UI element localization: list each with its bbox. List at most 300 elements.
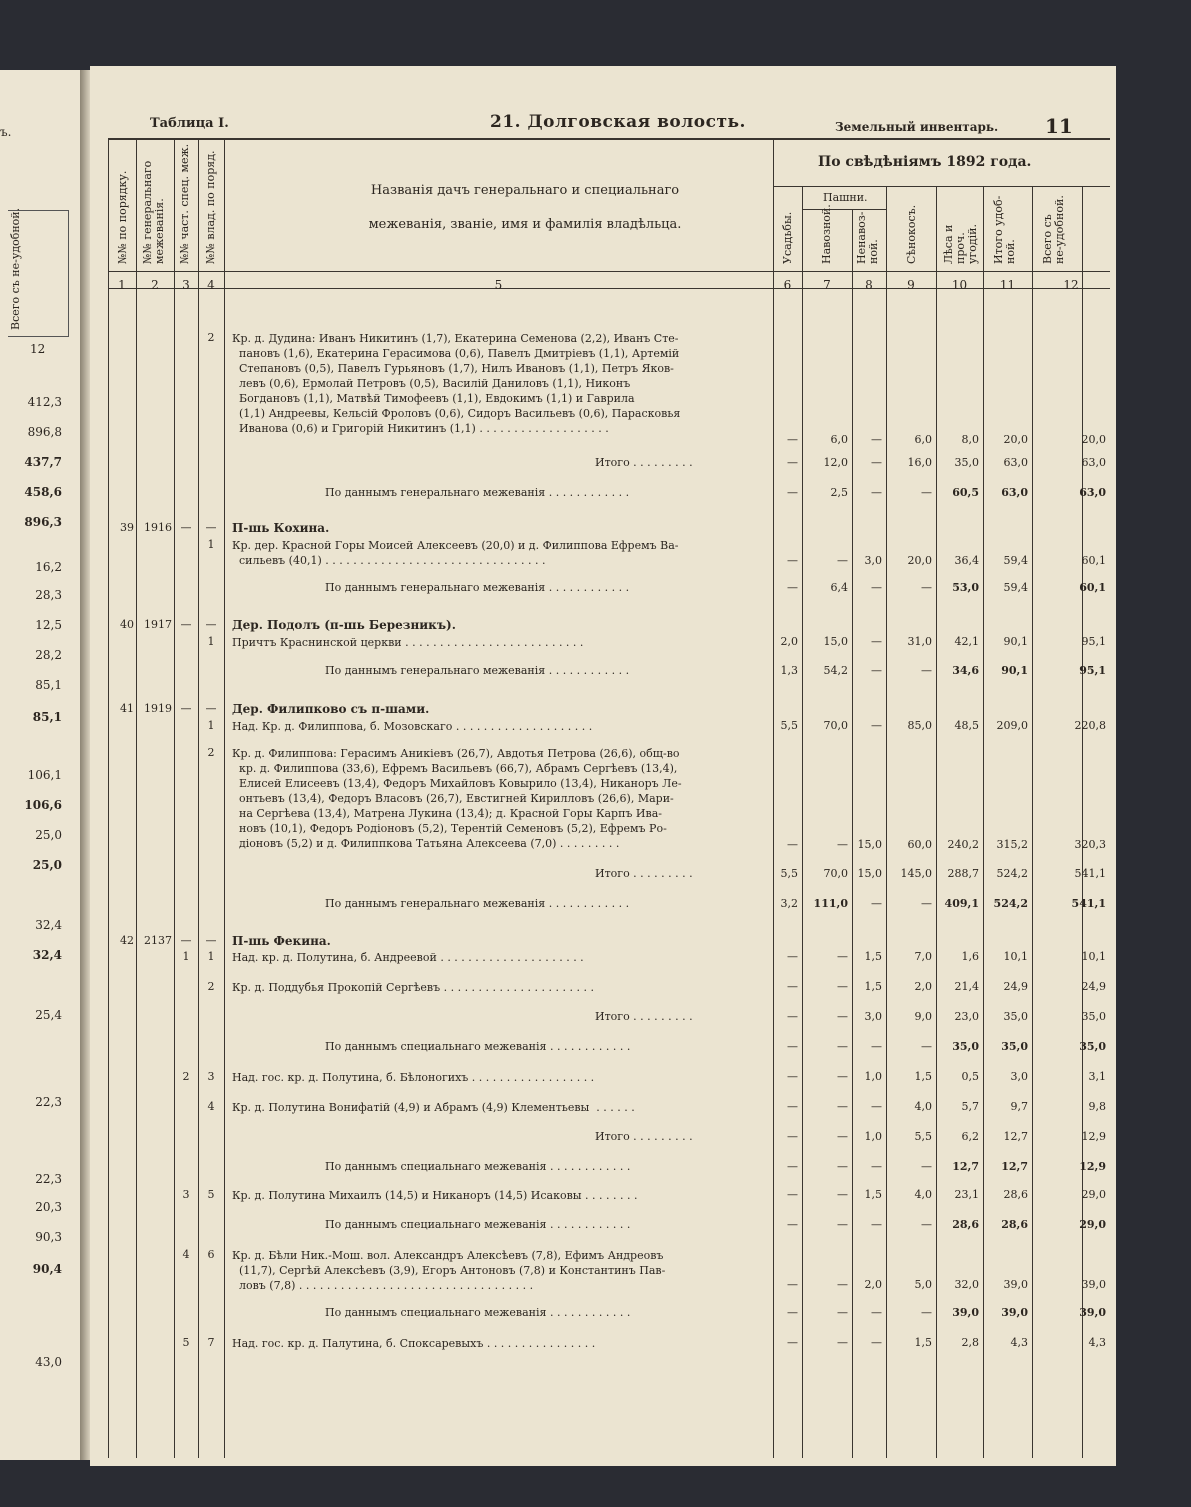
- value-col-6: 5,5: [780, 867, 798, 880]
- value-col-6: 5,5: [780, 719, 798, 732]
- value-col-7: —: [837, 838, 848, 851]
- left-page-value: 32,4: [35, 918, 62, 932]
- subtotal-label: Итого . . . . . . . . .: [595, 456, 693, 469]
- value-col-10: 8,0: [961, 433, 979, 446]
- value-col-9: —: [921, 1160, 932, 1173]
- value-col-10: 23,0: [954, 1010, 979, 1023]
- value-col-7: —: [837, 1160, 848, 1173]
- value-col-12: 60,1: [1081, 554, 1106, 567]
- value-col-12: 39,0: [1079, 1306, 1106, 1319]
- owner-number: —: [205, 702, 217, 715]
- row-number: 41: [120, 702, 134, 715]
- col-header-1: №№ по порядку.: [116, 170, 129, 264]
- value-col-10: 5,7: [961, 1100, 979, 1113]
- general-survey-number: 1917: [144, 618, 172, 631]
- subtotal-label: По даннымъ генеральнаго межеванія . . . . . . . . . . . .: [325, 486, 630, 499]
- col-header-6: Усадьбы.: [781, 211, 794, 264]
- value-col-11: 63,0: [1003, 456, 1028, 469]
- left-page-value: 896,3: [24, 515, 62, 529]
- value-col-8: —: [871, 433, 882, 446]
- value-col-9: 6,0: [914, 433, 932, 446]
- subtotal-label: Итого . . . . . . . . .: [595, 867, 693, 880]
- value-col-7: —: [837, 980, 848, 993]
- value-col-9: —: [921, 1218, 932, 1231]
- value-col-7: —: [837, 1306, 848, 1319]
- value-col-8: —: [871, 581, 882, 594]
- general-survey-number: 1919: [144, 702, 172, 715]
- value-col-8: 1,5: [864, 980, 882, 993]
- value-col-8: 2,0: [864, 1278, 882, 1291]
- left-page-value: 25,0: [35, 828, 62, 842]
- value-col-12: 12,9: [1081, 1130, 1106, 1143]
- value-col-6: —: [787, 1278, 798, 1291]
- general-survey-number: 1916: [144, 521, 172, 534]
- value-col-7: —: [837, 950, 848, 963]
- value-col-11: 12,7: [1001, 1160, 1028, 1173]
- value-col-12: 541,1: [1071, 897, 1106, 910]
- column-number: 1: [118, 278, 126, 292]
- value-col-9: 4,0: [914, 1100, 932, 1113]
- value-col-11: 209,0: [996, 719, 1028, 732]
- special-survey-number: —: [180, 521, 192, 534]
- value-col-11: 4,3: [1010, 1336, 1028, 1349]
- value-col-8: 1,0: [864, 1130, 882, 1143]
- value-col-7: 12,0: [823, 456, 848, 469]
- value-col-12: 3,1: [1088, 1070, 1106, 1083]
- value-col-8: —: [871, 486, 882, 499]
- column-number: 10: [951, 278, 968, 292]
- value-col-12: 220,8: [1074, 719, 1106, 732]
- value-col-12: 29,0: [1079, 1218, 1106, 1231]
- left-page-value: 28,3: [35, 588, 62, 602]
- value-col-10: 6,2: [961, 1130, 979, 1143]
- subtotal-label: По даннымъ специальнаго межеванія . . . . . . . . . . . .: [325, 1040, 631, 1053]
- owner-number: 1: [207, 719, 215, 732]
- left-page-fragment: [0, 70, 82, 1460]
- section-title: Земельный инвентарь.: [835, 120, 999, 134]
- value-col-7: —: [837, 1130, 848, 1143]
- special-survey-number: 4: [182, 1248, 190, 1261]
- value-col-7: —: [837, 1010, 848, 1023]
- value-col-7: —: [837, 554, 848, 567]
- owner-description: Кр. д. Полутина Вонифатій (4,9) и Абрамъ (4,9) Клементьевы . . . . . .: [232, 1101, 635, 1114]
- ledger-page: [90, 66, 1116, 1466]
- col-header-7: Навозной.: [820, 204, 833, 264]
- value-col-8: 1,0: [864, 1070, 882, 1083]
- value-col-10: 21,4: [954, 980, 979, 993]
- special-survey-number: 3: [182, 1188, 190, 1201]
- col-line: [1032, 186, 1033, 1458]
- value-col-12: 63,0: [1081, 456, 1106, 469]
- value-col-8: —: [871, 456, 882, 469]
- value-col-8: —: [871, 1160, 882, 1173]
- value-col-11: 3,0: [1010, 1070, 1028, 1083]
- owner-description: Кр. д. Филиппова: Герасимъ Аникіевъ (26,7), Авдотья Петрова (26,6), общ-во кр. д. Филиппова (33,6), Ефремъ Васильевъ (66,7), Абрамъ Сергѣевъ (13,4), Елисей Елисеевъ (13,4), Федоръ Михайловъ Ковырило (13,4), Никаноръ Ле- онтьевъ (13,4), Федоръ Власовъ (26,7), Евстигней Кирилловъ (26,6), Мари- на Сергѣева (13,4), Матрена Лукина (13,4); д. Красной Горы Карпъ Ива- новъ (10,1), Федоръ Родіоновъ (5,2), Терентій Семеновъ (5,2), Ефремъ Ро- діоновъ (5,2) и д. Филиппкова Татьяна Алексеева (7,0) . . . . . . . . .: [232, 747, 682, 850]
- value-col-9: 60,0: [907, 838, 932, 851]
- value-col-12: 39,0: [1081, 1278, 1106, 1291]
- subtotal-label: По даннымъ генеральнаго межеванія . . . . . . . . . . . .: [325, 897, 630, 910]
- value-col-6: —: [787, 838, 798, 851]
- value-col-7: —: [837, 1188, 848, 1201]
- value-col-11: 39,0: [1003, 1278, 1028, 1291]
- column-number: 3: [182, 278, 190, 292]
- value-col-7: 6,4: [830, 581, 848, 594]
- value-col-6: —: [787, 1218, 798, 1231]
- col-line: [852, 209, 853, 1458]
- value-col-7: 54,2: [823, 664, 848, 677]
- value-col-8: —: [871, 1100, 882, 1113]
- owner-number: 5: [207, 1188, 215, 1201]
- left-page-value: 32,4: [32, 948, 62, 962]
- value-col-10: 35,0: [954, 456, 979, 469]
- col-header-11: Итого удоб-ной.: [992, 195, 1017, 264]
- subtotal-label: По даннымъ генеральнаго межеванія . . . . . . . . . . . .: [325, 664, 630, 677]
- owner-number: 1: [207, 538, 215, 551]
- value-col-6: —: [787, 554, 798, 567]
- value-col-6: —: [787, 581, 798, 594]
- col-header-4: №№ влад. по поряд.: [204, 150, 217, 264]
- page-number: 11: [1045, 114, 1073, 138]
- value-col-6: —: [787, 1160, 798, 1173]
- value-col-10: 60,5: [952, 486, 979, 499]
- value-col-12: 63,0: [1079, 486, 1106, 499]
- value-col-11: 28,6: [1001, 1218, 1028, 1231]
- subtotal-label: По даннымъ специальнаго межеванія . . . . . . . . . . . .: [325, 1306, 631, 1319]
- value-col-9: —: [921, 486, 932, 499]
- column-number: 4: [207, 278, 215, 292]
- owner-number: 3: [207, 1070, 215, 1083]
- value-col-11: 35,0: [1003, 1010, 1028, 1023]
- value-col-6: —: [787, 1188, 798, 1201]
- value-col-8: 1,5: [864, 950, 882, 963]
- value-col-9: 31,0: [907, 635, 932, 648]
- group-rule: [773, 186, 1110, 187]
- value-col-11: 524,2: [993, 897, 1028, 910]
- value-col-10: 240,2: [947, 838, 979, 851]
- owner-description: Кр. дер. Красной Горы Моисей Алексеевъ (20,0) и д. Филиппова Ефремъ Ва- сильевъ (40,1) . . . . . . . . . . . . . . . . . . . . . . . . . . . . . . . .: [232, 539, 679, 567]
- settlement-heading: Дер. Подолъ (п-шь Березникъ).: [232, 618, 456, 632]
- owner-description: Кр. д. Дудина: Иванъ Никитинъ (1,7), Екатерина Семенова (2,2), Иванъ Сте- пановъ (1,6), Екатерина Герасимова (0,6), Павелъ Дмитріевъ (1,1), Артемій Степановъ (0,5), Павелъ Гурьяновъ (1,7), Нилъ Ивановъ (1,1), Петръ Яков- левъ (0,6), Ермолай Петровъ (0,5), Василій Даниловъ (1,1), Никонъ Богдановъ (1,1), Матвѣй Тимофеевъ (1,1), Евдокимъ (1,1) и Гаврила (1,1) Андреевы, Кельсій Фроловъ (0,6), Сидоръ Васильевъ (0,6), Параскoвья Иванова (0,6) и Григорій Никитинъ (1,1) . . . . . . . . . . . . . . . . . . .: [232, 332, 681, 435]
- column-number: 8: [865, 278, 873, 292]
- owner-number: —: [205, 934, 217, 947]
- left-page-value: 85,1: [35, 678, 62, 692]
- value-col-8: —: [871, 664, 882, 677]
- col-header-3: №№ част. спец. меж.: [178, 143, 191, 264]
- value-col-11: 90,1: [1001, 664, 1028, 677]
- settlement-heading: П-шь Фекина.: [232, 934, 331, 948]
- pashni-header: Пашни.: [823, 191, 868, 204]
- book-gutter: [80, 70, 90, 1460]
- left-page-column-label: Всего съ не-удобной.: [9, 207, 22, 330]
- value-col-9: —: [921, 581, 932, 594]
- left-page-value: 28,2: [35, 648, 62, 662]
- left-page-value: 25,4: [35, 1008, 62, 1022]
- value-col-6: —: [787, 1130, 798, 1143]
- value-col-6: —: [787, 980, 798, 993]
- names-header-line2: межеванія, званіе, имя и фамилія владѣльца.: [368, 217, 682, 232]
- value-col-10: 35,0: [952, 1040, 979, 1053]
- value-col-12: 9,8: [1088, 1100, 1106, 1113]
- left-page-value: 458,6: [24, 485, 62, 499]
- left-page-value: 106,6: [24, 798, 62, 812]
- column-number: 6: [783, 278, 792, 292]
- owner-description: Кр. д. Поддубья Прокопій Сергѣевъ . . . . . . . . . . . . . . . . . . . . . .: [232, 981, 594, 994]
- owner-description: Над. гос. кр. д. Палутина, б. Споксаревыхъ . . . . . . . . . . . . . . . .: [232, 1337, 596, 1350]
- value-col-12: 35,0: [1081, 1010, 1106, 1023]
- value-col-6: —: [787, 950, 798, 963]
- value-col-9: —: [921, 897, 932, 910]
- owner-description: Кр. д. Полутина Михаилъ (14,5) и Никаноръ (14,5) Исаковы . . . . . . . .: [232, 1189, 638, 1202]
- value-col-10: 0,5: [961, 1070, 979, 1083]
- left-page-column-number: 12: [30, 342, 46, 356]
- col-header-12: Всего съ не-удобной.: [1041, 195, 1066, 264]
- owner-description: Над. кр. д. Полутина, б. Андреевой . . . . . . . . . . . . . . . . . . . . .: [232, 951, 584, 964]
- column-number: 12: [1063, 278, 1079, 292]
- value-col-9: 5,5: [914, 1130, 932, 1143]
- settlement-heading: П-шь Кохина.: [232, 521, 330, 535]
- value-col-12: 35,0: [1079, 1040, 1106, 1053]
- left-page-value: 437,7: [24, 455, 62, 469]
- value-col-7: 70,0: [823, 867, 848, 880]
- value-col-10: 32,0: [954, 1278, 979, 1291]
- value-col-12: 60,1: [1079, 581, 1106, 594]
- value-col-7: —: [837, 1100, 848, 1113]
- value-col-7: —: [837, 1218, 848, 1231]
- row-number: 42: [120, 934, 134, 947]
- left-page-value: 412,3: [27, 395, 62, 409]
- col-line: [773, 138, 774, 1458]
- value-col-9: 2,0: [914, 980, 932, 993]
- value-col-6: —: [787, 1100, 798, 1113]
- special-survey-number: —: [180, 934, 192, 947]
- col-header-8: Ненавоз-ной.: [855, 211, 880, 264]
- col-line: [136, 138, 137, 1458]
- subtotal-label: По даннымъ генеральнаго межеванія . . . . . . . . . . . .: [325, 581, 630, 594]
- value-col-8: —: [871, 719, 882, 732]
- col-line: [108, 138, 109, 1458]
- group-header: По свѣдѣніямъ 1892 года.: [818, 154, 1032, 170]
- owner-number: 4: [207, 1100, 215, 1113]
- value-col-10: 39,0: [952, 1306, 979, 1319]
- col-line: [886, 186, 887, 1458]
- value-col-8: —: [871, 1336, 882, 1349]
- value-col-11: 10,1: [1003, 950, 1028, 963]
- left-page-value: 896,8: [27, 425, 62, 439]
- value-col-6: —: [787, 1010, 798, 1023]
- left-page-value: 90,3: [35, 1230, 62, 1244]
- left-page-header: ъ.: [0, 125, 12, 139]
- value-col-9: 9,0: [914, 1010, 932, 1023]
- value-col-11: 12,7: [1003, 1130, 1028, 1143]
- value-col-11: 59,4: [1003, 581, 1028, 594]
- value-col-9: 1,5: [914, 1070, 932, 1083]
- col-line: [983, 186, 984, 1458]
- col-header-2: №№ генеральнаго межеванія.: [141, 160, 166, 264]
- owner-number: —: [205, 521, 217, 534]
- owner-number: 6: [207, 1248, 215, 1261]
- owner-number: —: [205, 618, 217, 631]
- col-header-9: Сѣнокосъ.: [905, 204, 918, 264]
- special-survey-number: —: [180, 618, 192, 631]
- value-col-9: 145,0: [900, 867, 932, 880]
- value-col-12: 20,0: [1081, 433, 1106, 446]
- value-col-12: 10,1: [1081, 950, 1106, 963]
- owner-number: 2: [207, 746, 215, 759]
- special-survey-number: —: [180, 702, 192, 715]
- column-number: 9: [907, 278, 915, 292]
- owner-description: Кр. д. Бѣли Ник.-Мош. вол. Александръ Алексѣевъ (7,8), Ефимъ Андреовъ (11,7), Сергѣй Алексѣевъ (3,9), Егоръ Антоновъ (7,8) и Константинъ Пав- ловъ (7,8) . . . . . . . . . . . . . . . . . . . . . . . . . . . . . . . . . .: [232, 1249, 666, 1292]
- left-page-value: 106,1: [27, 768, 62, 782]
- value-col-9: 16,0: [907, 456, 932, 469]
- value-col-12: 541,1: [1074, 867, 1106, 880]
- col-line: [1082, 186, 1083, 1458]
- value-col-6: —: [787, 1070, 798, 1083]
- value-col-6: —: [787, 456, 798, 469]
- value-col-10: 42,1: [954, 635, 979, 648]
- column-number: 7: [823, 278, 831, 292]
- value-col-9: —: [921, 664, 932, 677]
- table-label: Таблица I.: [150, 116, 229, 131]
- value-col-10: 23,1: [954, 1188, 979, 1201]
- value-col-6: —: [787, 1040, 798, 1053]
- value-col-12: 95,1: [1081, 635, 1106, 648]
- owner-number: 2: [207, 980, 215, 993]
- value-col-6: —: [787, 433, 798, 446]
- value-col-11: 90,1: [1003, 635, 1028, 648]
- value-col-10: 53,0: [952, 581, 979, 594]
- value-col-7: —: [837, 1336, 848, 1349]
- value-col-10: 28,6: [952, 1218, 979, 1231]
- value-col-12: 29,0: [1081, 1188, 1106, 1201]
- left-page-value: 16,2: [35, 560, 62, 574]
- value-col-11: 524,2: [996, 867, 1028, 880]
- value-col-11: 39,0: [1001, 1306, 1028, 1319]
- left-page-value: 22,3: [35, 1172, 62, 1186]
- left-page-value: 12,5: [35, 618, 62, 632]
- col-line: [224, 138, 225, 1458]
- value-col-6: —: [787, 1306, 798, 1319]
- settlement-heading: Дер. Филипково съ п-шами.: [232, 702, 430, 716]
- left-page-column-header: [8, 207, 69, 337]
- value-col-9: 1,5: [914, 1336, 932, 1349]
- value-col-10: 36,4: [954, 554, 979, 567]
- value-col-7: —: [837, 1278, 848, 1291]
- value-col-11: 9,7: [1010, 1100, 1028, 1113]
- left-page-value: 43,0: [35, 1355, 62, 1369]
- subtotal-label: Итого . . . . . . . . .: [595, 1130, 693, 1143]
- value-col-8: 15,0: [857, 838, 882, 851]
- value-col-6: 2,0: [780, 635, 798, 648]
- value-col-7: 15,0: [823, 635, 848, 648]
- value-col-8: 1,5: [864, 1188, 882, 1201]
- left-page-value: 25,0: [32, 858, 62, 872]
- value-col-6: —: [787, 1336, 798, 1349]
- left-page-value: 22,3: [35, 1095, 62, 1109]
- value-col-8: —: [871, 1306, 882, 1319]
- value-col-9: 20,0: [907, 554, 932, 567]
- pashni-rule: [802, 209, 886, 210]
- value-col-11: 315,2: [996, 838, 1028, 851]
- value-col-8: —: [871, 1040, 882, 1053]
- subtotal-label: По даннымъ специальнаго межеванія . . . . . . . . . . . .: [325, 1218, 631, 1231]
- value-col-11: 63,0: [1001, 486, 1028, 499]
- general-survey-number: 2137: [144, 934, 172, 947]
- row-number: 39: [120, 521, 134, 534]
- value-col-6: —: [787, 486, 798, 499]
- value-col-12: 4,3: [1088, 1336, 1106, 1349]
- value-col-12: 24,9: [1081, 980, 1106, 993]
- column-number: 2: [151, 278, 159, 292]
- special-survey-number: 1: [182, 950, 190, 963]
- value-col-7: —: [837, 1040, 848, 1053]
- value-col-8: 15,0: [857, 867, 882, 880]
- value-col-11: 28,6: [1003, 1188, 1028, 1201]
- col-header-10: Лѣса и проч. угодій.: [942, 224, 979, 264]
- value-col-7: 70,0: [823, 719, 848, 732]
- value-col-11: 20,0: [1003, 433, 1028, 446]
- column-number: 11: [999, 278, 1016, 292]
- special-survey-number: 5: [182, 1336, 190, 1349]
- left-page-value: 90,4: [32, 1262, 62, 1276]
- subtotal-label: По даннымъ специальнаго межеванія . . . . . . . . . . . .: [325, 1160, 631, 1173]
- owner-description: Причтъ Краснинской церкви . . . . . . . . . . . . . . . . . . . . . . . . . .: [232, 636, 584, 649]
- owner-number: 1: [207, 635, 215, 648]
- owner-description: Над. Кр. д. Филиппова, б. Мозовскаго . . . . . . . . . . . . . . . . . . . .: [232, 720, 593, 733]
- value-col-8: —: [871, 1218, 882, 1231]
- value-col-8: —: [871, 635, 882, 648]
- value-col-9: —: [921, 1306, 932, 1319]
- value-col-9: 4,0: [914, 1188, 932, 1201]
- value-col-12: 320,3: [1074, 838, 1106, 851]
- value-col-8: —: [871, 897, 882, 910]
- value-col-11: 59,4: [1003, 554, 1028, 567]
- value-col-10: 2,8: [961, 1336, 979, 1349]
- value-col-10: 1,6: [961, 950, 979, 963]
- left-page-value: 20,3: [35, 1200, 62, 1214]
- row-number: 40: [120, 618, 134, 631]
- column-number: 5: [494, 278, 503, 292]
- col-line: [802, 186, 803, 1458]
- value-col-10: 34,6: [952, 664, 979, 677]
- subtotal-label: Итого . . . . . . . . .: [595, 1010, 693, 1023]
- value-col-11: 35,0: [1001, 1040, 1028, 1053]
- value-col-10: 48,5: [954, 719, 979, 732]
- value-col-12: 95,1: [1079, 664, 1106, 677]
- value-col-9: 7,0: [914, 950, 932, 963]
- value-col-7: 2,5: [830, 486, 848, 499]
- value-col-6: 1,3: [780, 664, 798, 677]
- value-col-11: 24,9: [1003, 980, 1028, 993]
- header-bottom-rule: [108, 271, 1110, 272]
- page-title: 21. Долговская волость.: [490, 112, 746, 132]
- col-line: [936, 186, 937, 1458]
- special-survey-number: 2: [182, 1070, 190, 1083]
- table-top-rule: [108, 138, 1110, 140]
- owner-number: 2: [207, 331, 215, 344]
- value-col-8: 3,0: [864, 1010, 882, 1023]
- value-col-6: 3,2: [780, 897, 798, 910]
- owner-number: 7: [207, 1336, 215, 1349]
- value-col-7: —: [837, 1070, 848, 1083]
- owner-number: 1: [207, 950, 215, 963]
- value-col-10: 288,7: [947, 867, 979, 880]
- value-col-10: 409,1: [944, 897, 979, 910]
- left-page-value: 85,1: [32, 710, 62, 724]
- value-col-9: 85,0: [907, 719, 932, 732]
- owner-description: Над. гос. кр. д. Полутина, б. Бѣлоногихъ . . . . . . . . . . . . . . . . . .: [232, 1071, 595, 1084]
- value-col-8: 3,0: [864, 554, 882, 567]
- value-col-7: 6,0: [830, 433, 848, 446]
